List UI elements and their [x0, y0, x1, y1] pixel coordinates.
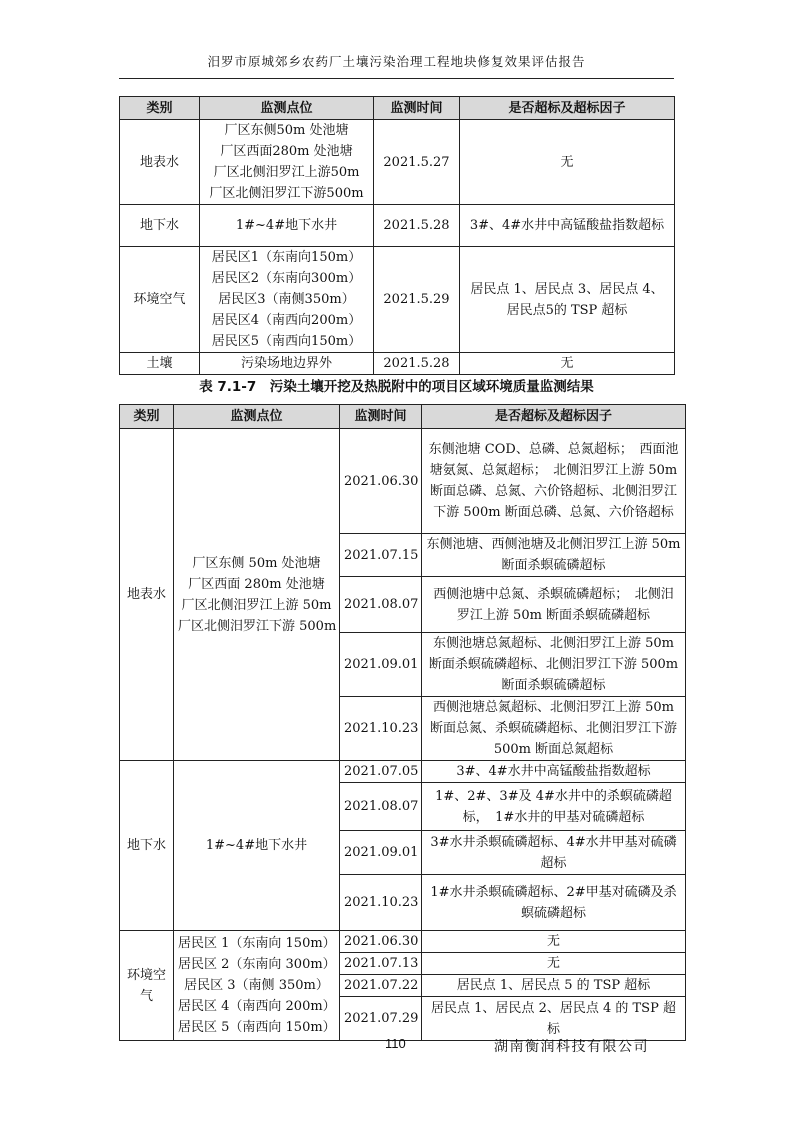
- date-cell: 2021.10.23: [340, 875, 422, 931]
- result-cell: 无: [422, 931, 686, 953]
- monitoring-table-2: [119, 404, 686, 1041]
- date-cell: 2021.5.27: [374, 120, 460, 205]
- date-cell: 2021.07.05: [340, 761, 422, 783]
- table-row: [120, 761, 686, 783]
- point-item: 居民区3（南侧350m）: [218, 292, 355, 307]
- point-item: 厂区东侧50m 处池塘: [224, 123, 349, 138]
- point-item: 厂区北侧汨罗江上游50m: [213, 165, 360, 180]
- table-row: [120, 931, 686, 953]
- date-cell: 2021.07.22: [340, 975, 422, 997]
- result-cell: 西侧池塘中总氮、杀螟硫磷超标； 北侧汨 罗江上游 50m 断面杀螟硫磷超标: [422, 577, 686, 633]
- point-item: 居民区 1（东南向 150m）: [178, 936, 336, 951]
- point-item: 厂区北侧汨罗江上游 50m: [181, 597, 332, 613]
- result-cell: 无: [460, 120, 675, 205]
- date-cell: 2021.5.28: [374, 353, 460, 375]
- page-number: 110: [385, 1036, 406, 1051]
- category-cell: 地下水: [120, 761, 174, 931]
- result-cell: 3#、4#水井中高锰酸盐指数超标: [460, 205, 675, 247]
- points-cell: [174, 429, 340, 761]
- category-cell: 土壤: [120, 353, 200, 375]
- date-cell: 2021.09.01: [340, 633, 422, 697]
- table-row: [120, 120, 675, 205]
- points-cell: 污染场地边界外: [200, 353, 374, 375]
- date-cell: 2021.10.23: [340, 697, 422, 761]
- point-item: 居民区2（东南向300m）: [211, 271, 362, 286]
- date-cell: 2021.5.29: [374, 247, 460, 353]
- col-header-date: 监测时间: [374, 97, 460, 120]
- result-cell: 无: [460, 353, 675, 375]
- result-cell: 3#、4#水井中高锰酸盐指数超标: [422, 761, 686, 783]
- table-caption: 表 7.1-7 污染土壤开挖及热脱附中的项目区域环境质量监测结果: [199, 379, 594, 395]
- point-item: 厂区北侧汨罗江下游 500m: [178, 618, 337, 634]
- points-cell: [174, 931, 340, 1041]
- point-item: 居民区4（南西向200m）: [211, 313, 362, 328]
- date-cell: 2021.5.28: [374, 205, 460, 247]
- table-row: [120, 353, 675, 375]
- category-cell: 地表水: [120, 429, 174, 761]
- point-item: 居民区 2（东南向 300m）: [178, 957, 336, 972]
- point-item: 厂区西面 280m 处池塘: [188, 576, 325, 592]
- result-cell: 1#水井杀螟硫磷超标、2#甲基对硫磷及杀螟硫磷超标: [422, 875, 686, 931]
- points-cell: [200, 247, 374, 353]
- category-cell: 环境空气: [120, 247, 200, 353]
- result-cell: 东侧池塘总氮超标、北侧汨罗江上游 50m 断面杀螟硫磷超标、北侧汨罗江下游 500m 断面杀螟硫磷超标: [422, 633, 686, 697]
- point-item: 厂区北侧汨罗江下游500m: [209, 186, 364, 201]
- result-cell: 无: [422, 953, 686, 975]
- points-cell: [200, 120, 374, 205]
- col-header-points: 监测点位: [174, 405, 340, 429]
- category-cell: 地表水: [120, 120, 200, 205]
- col-header-date: 监测时间: [340, 405, 422, 429]
- date-cell: 2021.07.15: [340, 534, 422, 577]
- company-name: 湖南衡润科技有限公司: [494, 1039, 649, 1055]
- result-cell: 东侧池塘、西侧池塘及北侧汨罗江上游 50m 断面杀螟硫磷超标: [422, 534, 686, 577]
- category-cell: 地下水: [120, 205, 200, 247]
- header-divider: [119, 78, 674, 79]
- point-item: 居民区 5（南西向 150m）: [178, 1020, 336, 1035]
- table-row: [120, 429, 686, 534]
- result-cell: 居民点 1、居民点 5 的 TSP 超标: [422, 975, 686, 997]
- date-cell: 2021.06.30: [340, 429, 422, 534]
- point-item: 居民区5（南西向150m）: [211, 334, 362, 349]
- point-item: 居民区 4（南西向 200m）: [178, 999, 336, 1014]
- date-cell: 2021.06.30: [340, 931, 422, 953]
- point-item: 厂区东侧 50m 处池塘: [192, 555, 321, 571]
- col-header-category: 类别: [120, 405, 174, 429]
- category-cell: 环境空气: [120, 931, 174, 1041]
- result-cell: 居民点 1、居民点 3、居民点 4、居民点5的 TSP 超标: [460, 247, 675, 353]
- result-cell: 1#、2#、3#及 4#水井中的杀螟硫磷超标， 1#水井的甲基对硫磷超标: [422, 783, 686, 831]
- table-row: [120, 247, 675, 353]
- points-cell: 1#~4#地下水井: [200, 205, 374, 247]
- date-cell: 2021.07.29: [340, 997, 422, 1041]
- date-cell: 2021.09.01: [340, 831, 422, 875]
- point-item: 厂区西面280m 处池塘: [220, 144, 353, 159]
- result-cell: 东侧池塘 COD、总磷、总氮超标； 西面池塘氨氮、总氮超标； 北侧汨罗江上游 50m 断面总磷、总氮、六价铬超标、北侧汨罗江下游 500m 断面总磷、总氮、六价铬超标: [422, 429, 686, 534]
- table-row: [120, 205, 675, 247]
- point-item: 居民区1（东南向150m）: [211, 250, 362, 265]
- date-cell: 2021.08.07: [340, 577, 422, 633]
- date-cell: 2021.07.13: [340, 953, 422, 975]
- col-header-result: 是否超标及超标因子: [460, 97, 675, 120]
- result-cell: 西侧池塘总氮超标、北侧汨罗江上游 50m 断面总氮、杀螟硫磷超标、北侧汨罗江下游 500m 断面总氮超标: [422, 697, 686, 761]
- table2-header-row: [120, 405, 686, 429]
- monitoring-table-1: [119, 96, 675, 375]
- result-cell: 3#水井杀螟硫磷超标、4#水井甲基对硫磷超标: [422, 831, 686, 875]
- col-header-result: 是否超标及超标因子: [422, 405, 686, 429]
- points-cell: 1#~4#地下水井: [174, 761, 340, 931]
- result-cell: 居民点 1、居民点 2、居民点 4 的 TSP 超标: [422, 997, 686, 1041]
- col-header-points: 监测点位: [200, 97, 374, 120]
- table1-header-row: [120, 97, 675, 120]
- point-item: 居民区 3（南侧 350m）: [184, 978, 329, 993]
- page-header-title: 汨罗市原城郊乡农药厂土壤污染治理工程地块修复效果评估报告: [207, 54, 586, 69]
- col-header-category: 类别: [120, 97, 200, 120]
- date-cell: 2021.08.07: [340, 783, 422, 831]
